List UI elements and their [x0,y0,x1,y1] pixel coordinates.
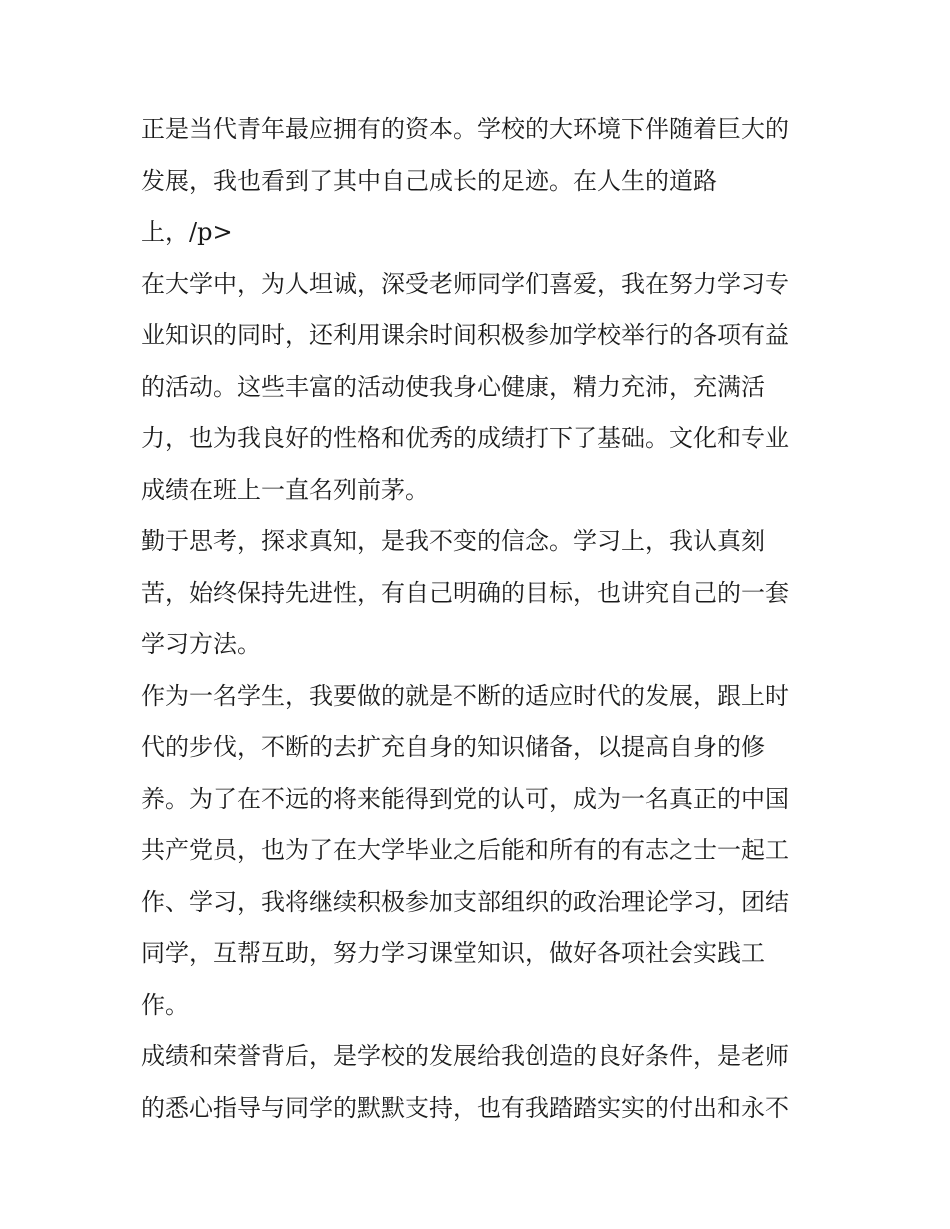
document-body [141,104,813,1134]
text-line: 在大学中，为人坦诚，深受老师同学们喜爱，我在努力学习专 [141,269,789,298]
text-line: 的活动。这些丰富的活动使我身心健康，精力充沛，充满活 [141,372,765,401]
paragraph-3 [141,516,813,671]
text-line: 的悉心指导与同学的默默支持，也有我踏踏实实的付出和永不 [141,1093,789,1122]
text-line: 作为一名学生，我要做的就是不断的适应时代的发展，跟上时 [141,681,789,710]
text-line: 苦，始终保持先进性，有自己明确的目标，也讲究自己的一套 [141,578,789,607]
text-line: 学习方法。 [141,630,261,658]
text-line: 成绩和荣誉背后，是学校的发展给我创造的良好条件，是老师 [141,1042,789,1070]
text-line: 代的步伐，不断的去扩充自身的知识储备，以提高自身的修 [141,733,765,761]
text-line: 同学，互帮互助，努力学习课堂知识，做好各项社会实践工 [141,939,765,967]
text-line: 勤于思考，探求真知，是我不变的信念。学习上，我认真刻 [141,527,765,555]
paragraph-2 [141,259,813,517]
paragraph-5 [141,1031,813,1134]
paragraph-4 [141,671,813,1032]
text-line: 养。为了在不远的将来能得到党的认可，成为一名真正的中国 [141,784,789,813]
text-line: 成绩在班上一直名列前茅。 [141,475,429,504]
text-line: 业知识的同时，还利用课余时间积极参加学校举行的各项有益 [141,321,789,349]
text-line: 正是当代青年最应拥有的资本。学校的大环境下伴随着巨大的 [141,115,789,143]
text-line: 发展，我也看到了其中自己成长的足迹。在人生的道路 [141,166,717,195]
text-line: 上，/p> [141,218,233,246]
text-line: 力，也为我良好的性格和优秀的成绩打下了基础。文化和专业 [141,424,789,452]
paragraph-1 [141,104,813,259]
text-line: 共产党员，也为了在大学毕业之后能和所有的有志之士一起工 [141,836,789,864]
text-line: 作、学习，我将继续积极参加支部组织的政治理论学习，团结 [141,887,789,916]
text-line: 作。 [141,990,189,1019]
